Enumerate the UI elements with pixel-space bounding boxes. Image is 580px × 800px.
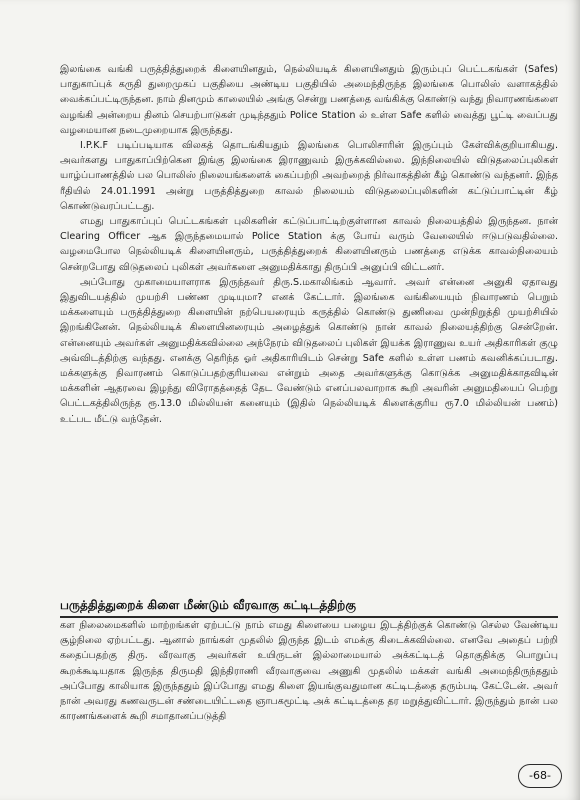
paragraph-branch-relocation: கள நிலைமைகளில் மாற்றங்கள் ஏற்பட்டு நாம் எமது கிளையை பழைய இடத்திற்குக் கொண்டு செல்ல வேண்டிய சூழ்நிலை ஏற்பட்டது. ஆனால் நாங்கள் முதலில் இருந்த இடம் எமக்கு கிடைக்கவில்லை. எனவே அதைப் பற்றி கதைப்பதற்கு திரு. வீரவாகு அவர்கள் உயிருடன் இல்லாமையால் அக்கட்டிடத் தொகுதிக்கு பொறுப்பு கூறக்கூடியதாக இருந்த திருமதி இந்திராணி வீரவாகுவை அணுகி முதலில் மக்கள் வங்கி அமைந்திருந்ததும் அப்போது காலியாக இருந்ததும் இப்போது எமது கிளை இயங்குவதுமான கட்டிடத்தை தரும்படி கேட்டேன். அவர் நான் அவரது கணவருடன் சண்டையிட்டதை ஞாபகமூட்டி அக் கட்டிடத்தை தர மறுத்துவிட்டார். இருந்தும் நான் பல காரணங்களைக் கூறி சமாதானப்படுத்தி xyxy=(60,620,558,723)
section-heading: பருத்தித்துறைக் கிளை மீண்டும் வீரவாகு கட்டிடத்திற்கு xyxy=(60,598,558,618)
paragraph-manager: அப்போது முகாமையாளராக இருந்தவர் திரு.S.மகாலிங்கம் ஆவார். அவர் என்னை அனுகி ஏதாவது இதுவிடயத்தில் முயற்சி பண்ண முடியுமா? எனக் கேட்டார். இலங்கை வங்கியையும் நிவாரணம் பெறும் மக்களையும் பருத்தித்துறை கிளையின் நற்பெயரையும் கருத்தில் கொண்டு துணிவை முன்நிறுத்தி முயற்சியில் இறங்கினேன். நெல்லியடிக் கிளையினரையும் அழைத்துக் கொண்டு நான் காவல் நிலையத்திற்கு சென்றேன். என்னையும் அவர்கள் அனுமதிக்கவில்லை அந்நேரம் விடுதலைப் புலிகள் இயக்க இராணுவ உயர் அதிகாரிகள் குழு அவ்விடத்திற்கு வந்தது. எனக்கு தெரிந்த ஓர் அதிகாரியிடம் சென்று Safe களில் உள்ள பணம் கவனிக்கப்படாது. மக்களுக்கு நிவாரணம் கொடுப்பதற்குரியவை என்றும் அதை அவர்களுக்கு கொடுக்க அனுமதிக்காதவிடின் மக்களின் ஆதரவை இழந்து விரோதத்தைத் தேட வேண்டும் எனப்பலவாறாக கூறி அவரின் அனுமதியைப் பெற்று பெட்டகத்திலிருந்த ரூ.13.0 மில்லியன் கனையும் (இதில் நெல்லியடிக் கிளைக்குரிய ரூ7.0 மில்லியன் பணம்) உட்பட மீட்டு வந்தேன். xyxy=(60,276,558,425)
paragraph-clearing-officer: எமது பாதுகாப்புப் பெட்டகங்கள் புலிகளின் கட்டுப்பாட்டிற்குள்ளான காவல் நிலையத்தில் இருந்தன. நான் Clearing Officer ஆக இருந்தமையால் Police Station க்கு போய் வரும் வேலையில் ஈடுபடுவதில்லை. வழமைபோல நெல்லியடிக் கிளையினரும், பருத்தித்துறைக் கிளையினரும் பணத்தை எடுக்க காவல்நிலையம் சென்றபோது விடுதலைப் புலிகள் அவர்களை அனுமதிக்காது திருப்பி அனுப்பி விட்டனர். xyxy=(60,216,558,273)
body-text-section-1 xyxy=(60,62,558,427)
paragraph-ipkf: I.P.K.F படிப்படியாக விலகத் தொடங்கியதும் இலங்கை பொலிசாரின் இருப்பும் கேள்விக்குறியாகியது. அவர்களது பாதுகாப்பிற்கென இங்கு இலங்கை இராணுவம் இருக்கவில்லை. இந்நிலையில் விடுதலைப்புலிகள் யாழ்ப்பாணத்தில் பல பொலிஸ் நிலையங்களைக் கைப்பற்றி அவற்றைத் நிர்வாகத்தின் கீழ் கொண்டு வந்தனர். இந்த ரீதியில் 24.01.1991 அன்று பருத்தித்துறை காவல் நிலையம் விடுதலைப்புலிகளின் கட்டுப்பாட்டின் கீழ் கொண்டுவரப்பட்டது. xyxy=(60,140,558,212)
body-text-section-2 xyxy=(60,618,558,724)
paragraph-safes: இலங்கை வங்கி பருத்தித்துறைக் கிளையினதும், நெல்லியடிக் கிளையினதும் இரும்புப் பெட்டகங்கள் (Safes) பாதுகாப்புக் கருதி துறைமுகப் பகுதியை அண்டிய பகுதியில் அமைந்திருந்த இலங்கை பொலிஸ் வளாகத்தில் வைக்கப்பட்டிருந்தன. நாம் தினமும் காலையில் அங்கு சென்று பணத்தை வங்கிக்கு கொண்டு வந்து நிவாரணங்களை வழங்கி அன்றைய தினம் செயற்பாடுகள் முடிந்ததும் Police Station ல் உள்ள Safe களில் வைத்து பூட்டி வைப்பது வழமையான நடைமுறையாக இருந்தது. xyxy=(60,64,558,136)
page-number: -68- xyxy=(518,764,562,788)
